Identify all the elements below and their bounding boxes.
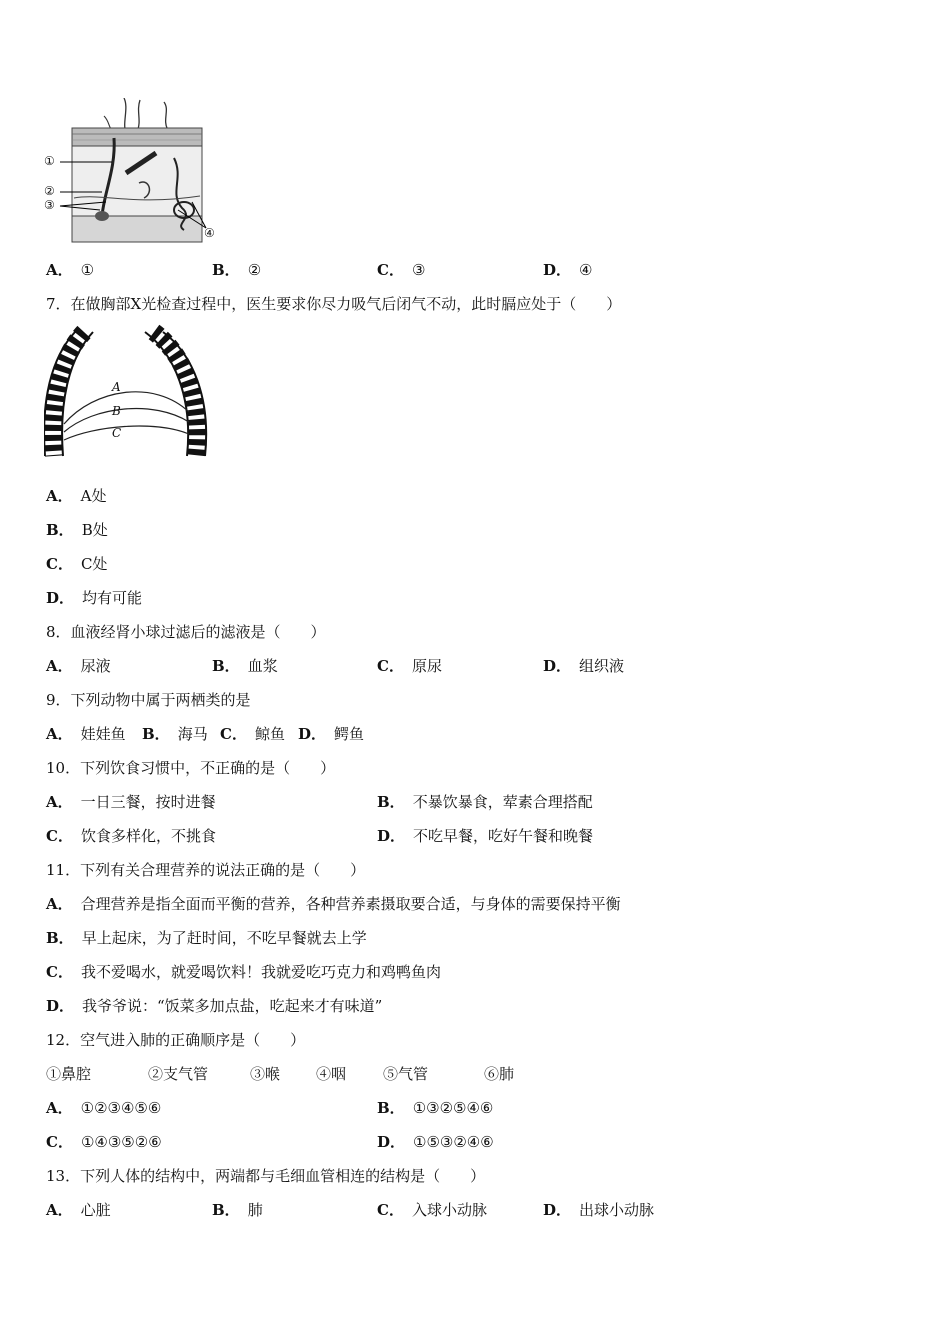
q9-option-c[interactable]: C． 鲸鱼 xyxy=(220,725,285,743)
q6-option-a[interactable]: A． ① xyxy=(46,261,95,279)
rib-cage-drawing xyxy=(44,324,214,460)
q12-item-3: ③喉 xyxy=(250,1065,281,1083)
q12-option-b[interactable]: B． ①③②⑤④⑥ xyxy=(377,1099,494,1117)
q11-stem: 11．下列有关合理营养的说法正确的是（ ） xyxy=(46,861,366,879)
figure-label-1: ① xyxy=(44,154,55,168)
figure-label-2: ② xyxy=(44,184,55,198)
q8-option-c[interactable]: C． 原尿 xyxy=(377,657,442,675)
q13-option-c[interactable]: C． 入球小动脉 xyxy=(377,1201,487,1219)
q13-option-b[interactable]: B． 肺 xyxy=(212,1201,263,1219)
q13-option-a[interactable]: A． 心脏 xyxy=(46,1201,111,1219)
skin-section-drawing xyxy=(44,98,224,248)
q9-option-a[interactable]: A． 娃娃鱼 xyxy=(46,725,126,743)
q8-option-d[interactable]: D． 组织液 xyxy=(543,657,625,675)
q11-option-c[interactable]: C． 我不爱喝水，就爱喝饮料！我就爱吃巧克力和鸡鸭鱼肉 xyxy=(46,963,441,981)
figure-label-c: C xyxy=(112,426,122,440)
diaphragm-figure xyxy=(44,324,214,460)
q8-stem: 8．血液经肾小球过滤后的滤液是（ ） xyxy=(46,623,326,641)
q12-stem: 12．空气进入肺的正确顺序是（ ） xyxy=(46,1031,306,1049)
q12-item-5: ⑤气管 xyxy=(383,1065,429,1083)
figure-label-a: A xyxy=(112,380,121,394)
figure-label-b: B xyxy=(112,404,121,418)
q8-option-b[interactable]: B． 血浆 xyxy=(212,657,278,675)
q12-item-6: ⑥肺 xyxy=(484,1065,515,1083)
q11-option-a[interactable]: A． 合理营养是指全面而平衡的营养，各种营养素摄取要合适，与身体的需要保持平衡 xyxy=(46,895,621,913)
q9-stem: 9．下列动物中属于两栖类的是 xyxy=(46,691,251,709)
q10-stem: 10．下列饮食习惯中，不正确的是（ ） xyxy=(46,759,336,777)
q10-option-a[interactable]: A． 一日三餐，按时进餐 xyxy=(46,793,216,811)
q6-option-b[interactable]: B． ② xyxy=(212,261,262,279)
q12-option-a[interactable]: A． ①②③④⑤⑥ xyxy=(46,1099,162,1117)
q9-option-d[interactable]: D． 鳄鱼 xyxy=(298,725,365,743)
q8-option-a[interactable]: A． 尿液 xyxy=(46,657,111,675)
q11-option-b[interactable]: B． 早上起床，为了赶时间，不吃早餐就去上学 xyxy=(46,929,367,947)
q7-option-a[interactable]: A． A处 xyxy=(46,487,107,505)
figure-label-4: ④ xyxy=(204,226,215,240)
q13-stem: 13．下列人体的结构中，两端都与毛细血管相连的结构是（ ） xyxy=(46,1167,486,1185)
q11-option-d[interactable]: D． 我爷爷说：“饭菜多加点盐，吃起来才有味道” xyxy=(46,997,383,1015)
q13-option-d[interactable]: D． 出球小动脉 xyxy=(543,1201,655,1219)
q7-option-d[interactable]: D． 均有可能 xyxy=(46,589,143,607)
q12-item-2: ②支气管 xyxy=(148,1065,209,1083)
q9-option-b[interactable]: B． 海马 xyxy=(142,725,208,743)
q6-option-c[interactable]: C． ③ xyxy=(377,261,426,279)
q10-option-c[interactable]: C． 饮食多样化，不挑食 xyxy=(46,827,216,845)
q12-option-c[interactable]: C． ①④③⑤②⑥ xyxy=(46,1133,162,1151)
figure-label-3: ③ xyxy=(44,198,55,212)
q7-option-b[interactable]: B． B处 xyxy=(46,521,108,539)
q12-option-d[interactable]: D． ①⑤③②④⑥ xyxy=(377,1133,494,1151)
q10-option-d[interactable]: D． 不吃早餐，吃好午餐和晚餐 xyxy=(377,827,594,845)
skin-section-figure xyxy=(44,98,224,248)
q12-item-1: ①鼻腔 xyxy=(46,1065,92,1083)
q7-stem: 7．在做胸部X光检查过程中，医生要求你尽力吸气后闭气不动，此时膈应处于（ ） xyxy=(46,295,622,313)
q10-option-b[interactable]: B． 不暴饮暴食，荤素合理搭配 xyxy=(377,793,593,811)
q6-option-d[interactable]: D． ④ xyxy=(543,261,593,279)
q7-option-c[interactable]: C． C处 xyxy=(46,555,108,573)
q12-item-4: ④咽 xyxy=(316,1065,347,1083)
